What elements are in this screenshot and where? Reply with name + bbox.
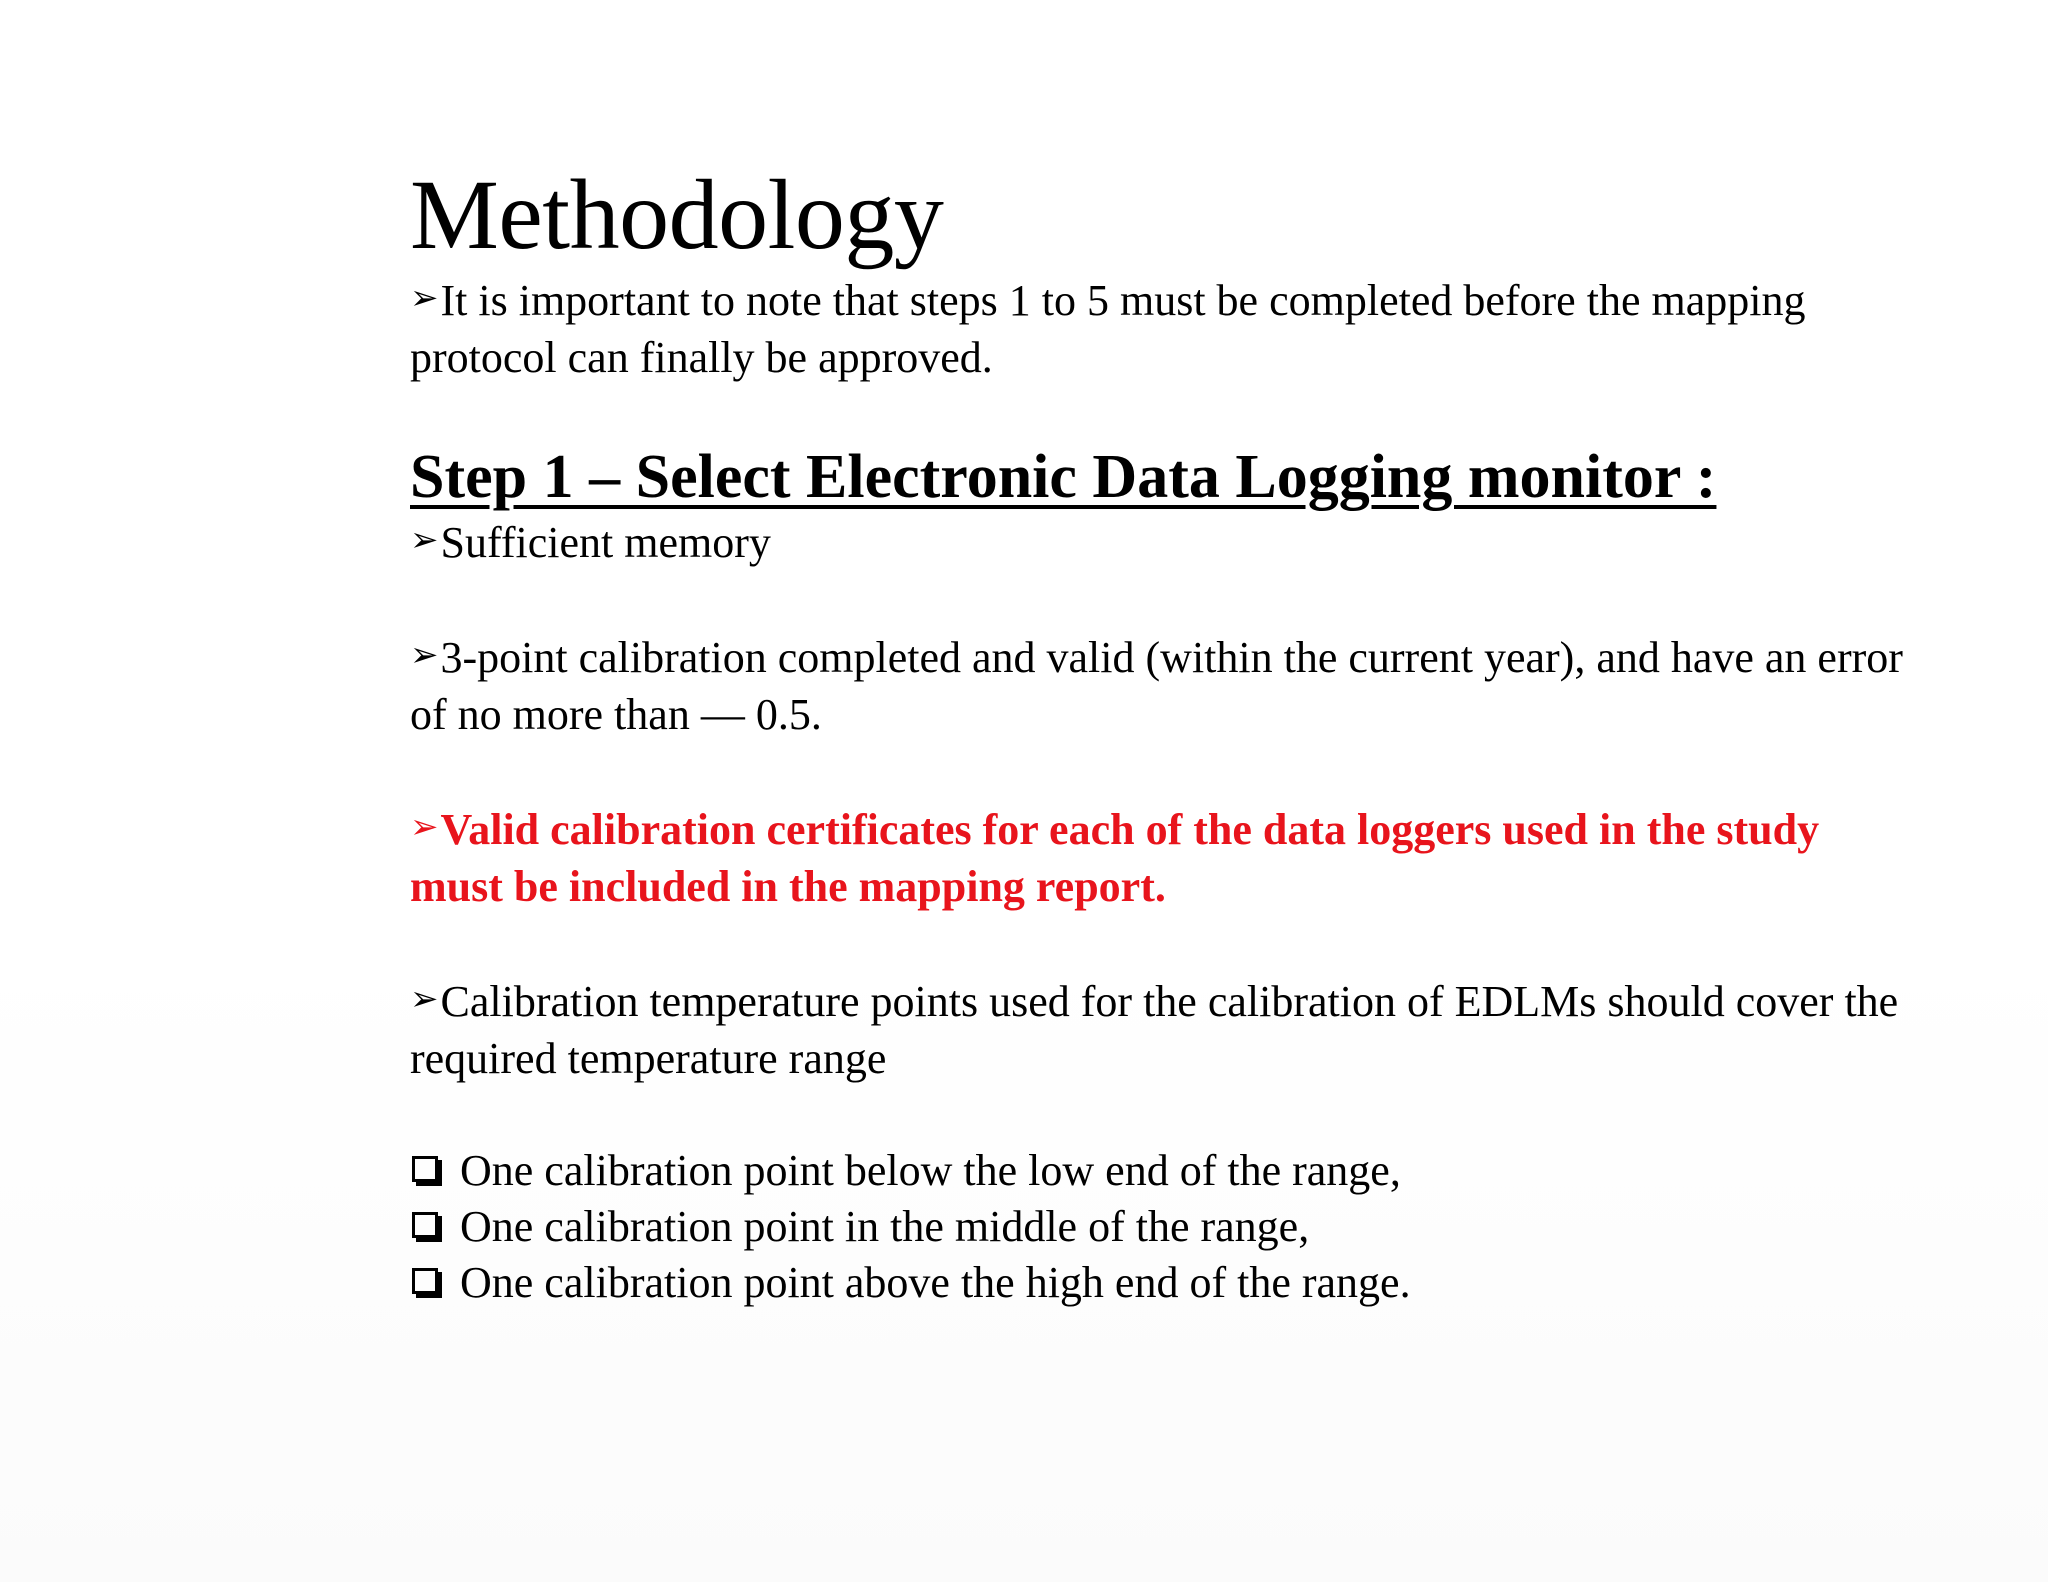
checklist-item — [410, 1143, 1910, 1199]
arrowhead-bullet-icon: ➢ — [410, 278, 439, 318]
checklist-text: One calibration point in the middle of the range, — [460, 1202, 1310, 1251]
bullet-item — [410, 971, 1910, 1087]
bullet-text: Valid calibration certificates for each of the data loggers used in the study must be included in the mapping report. — [410, 805, 1820, 911]
checklist-text: One calibration point below the low end of the range, — [460, 1146, 1401, 1195]
step-heading: Step 1 – Select Electronic Data Logging monitor : — [410, 443, 1717, 511]
bullet-item — [410, 512, 1910, 571]
checklist-item — [410, 1255, 1910, 1311]
arrowhead-bullet-icon: ➢ — [410, 807, 439, 847]
checkbox-icon — [412, 1156, 438, 1182]
bullet-text: 3-point calibration completed and valid (within the current year), and have an error of no more than — 0.5. — [410, 633, 1903, 739]
intro-text: It is important to note that steps 1 to 5 must be completed before the mapping protocol can finally be approved. — [410, 276, 1806, 382]
checkbox-icon — [412, 1212, 438, 1238]
checklist-item — [410, 1199, 1910, 1255]
slide-content — [410, 160, 1910, 1311]
bullet-item — [410, 627, 1910, 743]
slide-title: Methodology — [410, 159, 944, 270]
arrowhead-bullet-icon: ➢ — [410, 520, 439, 560]
bullet-item-highlighted — [410, 799, 1910, 915]
arrowhead-bullet-icon: ➢ — [410, 635, 439, 675]
bullet-text: Sufficient memory — [440, 518, 771, 567]
arrowhead-bullet-icon: ➢ — [410, 979, 439, 1019]
bullet-text: Calibration temperature points used for the calibration of EDLMs should cover the required temperature range — [410, 977, 1899, 1083]
checklist-text: One calibration point above the high end of the range. — [460, 1258, 1411, 1307]
intro-paragraph — [410, 270, 1910, 386]
calibration-checklist — [410, 1143, 1910, 1311]
checkbox-icon — [412, 1268, 438, 1294]
